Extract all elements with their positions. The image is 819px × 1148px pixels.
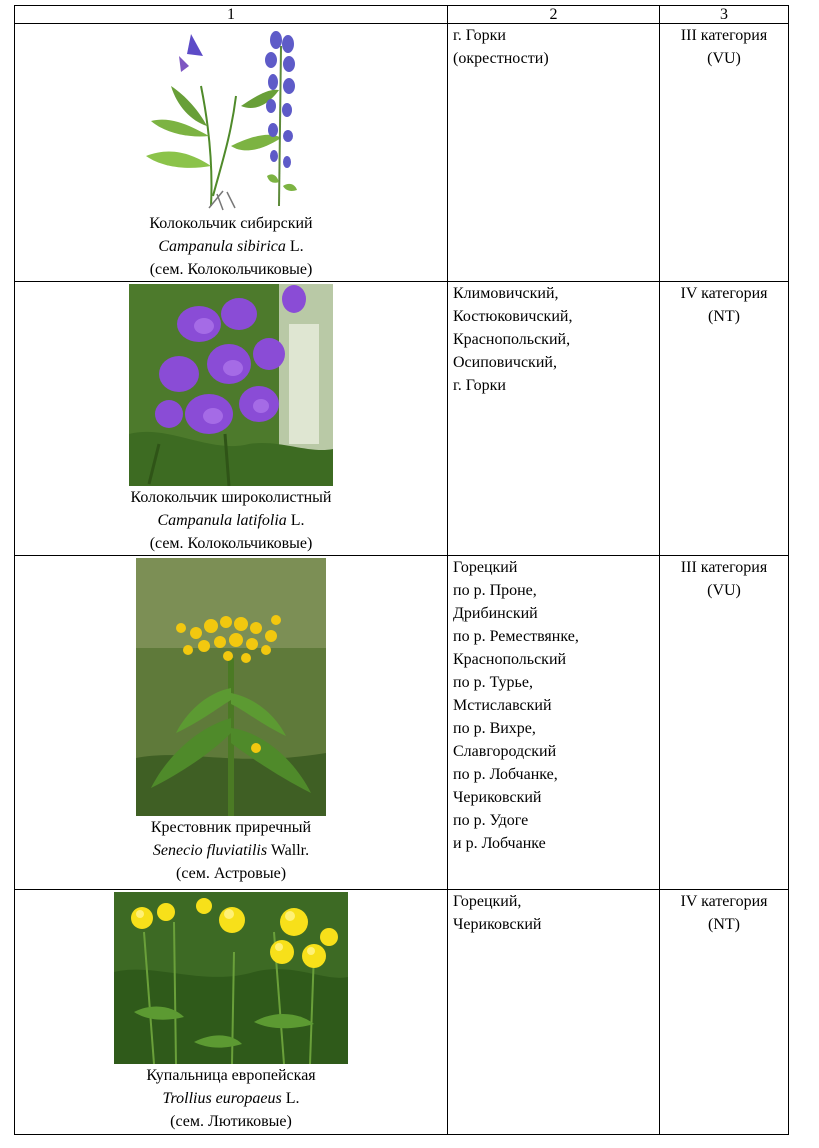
- location-cell: [448, 890, 660, 1135]
- latin-name: Campanula sibirica L.: [158, 238, 304, 255]
- species-cell: [15, 24, 448, 282]
- location-line: Осиповичский,: [453, 354, 557, 371]
- location-line: Горецкий,: [453, 893, 522, 910]
- table-row: [15, 24, 789, 282]
- yellow-ragwort-photo: [136, 558, 326, 816]
- header-col-1: 1: [15, 6, 448, 24]
- category-cell: [660, 890, 789, 1135]
- globeflower-photo: [114, 892, 348, 1064]
- species-cell: [15, 282, 448, 556]
- location-line: Чериковский: [453, 916, 542, 933]
- header-col-3: 3: [660, 6, 789, 24]
- common-name: Купальница европейская: [146, 1067, 316, 1084]
- location-line: по р. Удоге: [453, 812, 529, 829]
- plant-illustration-icon: [131, 26, 331, 212]
- table-row: [15, 282, 789, 556]
- location-line: Краснопольский: [453, 651, 567, 668]
- common-name: Колокольчик широколистный: [130, 489, 332, 506]
- family-name: (сем. Лютиковые): [170, 1113, 292, 1130]
- location-list: [453, 282, 659, 397]
- location-line: и р. Лобчанке: [453, 835, 546, 852]
- latin-name: Senecio fluviatilis Wallr.: [152, 842, 310, 859]
- family-name: (сем. Колокольчиковые): [149, 261, 313, 278]
- category-code: (NT): [708, 308, 740, 325]
- category-code: (NT): [708, 916, 740, 933]
- header-col-2: 2: [448, 6, 660, 24]
- category-label: IV категория: [680, 893, 768, 910]
- latin-name: Trollius europaeus L.: [162, 1090, 300, 1107]
- location-line: (окрестности): [453, 50, 549, 67]
- family-name: (сем. Колокольчиковые): [149, 535, 313, 552]
- location-line: г. Горки: [453, 27, 506, 44]
- location-line: Горецкий: [453, 559, 518, 576]
- location-line: Славгородский: [453, 743, 557, 760]
- location-line: Чериковский: [453, 789, 542, 806]
- location-line: Краснопольский,: [453, 331, 571, 348]
- species-cell: [15, 556, 448, 890]
- category-code: (VU): [707, 582, 741, 599]
- category-code: (VU): [707, 50, 741, 67]
- location-line: Дрибинский: [453, 605, 538, 622]
- location-cell: [448, 282, 660, 556]
- species-cell: [15, 890, 448, 1135]
- category-label: III категория: [680, 27, 768, 44]
- location-cell: [448, 24, 660, 282]
- family-name: (сем. Астровые): [175, 865, 287, 882]
- location-line: Костюковичский,: [453, 308, 573, 325]
- location-line: Климовичский,: [453, 285, 559, 302]
- category-label: IV категория: [680, 285, 768, 302]
- table-row: [15, 556, 789, 890]
- latin-name: Campanula latifolia L.: [157, 512, 305, 529]
- location-line: Мстиславский: [453, 697, 552, 714]
- common-name: Крестовник приречный: [150, 819, 312, 836]
- location-list: [453, 24, 659, 70]
- location-line: по р. Вихре,: [453, 720, 536, 737]
- header-row: [15, 6, 789, 24]
- location-cell: [448, 556, 660, 890]
- category-cell: [660, 282, 789, 556]
- location-line: по р. Турье,: [453, 674, 533, 691]
- category-cell: [660, 556, 789, 890]
- location-line: по р. Лобчанке,: [453, 766, 558, 783]
- location-line: г. Горки: [453, 377, 506, 394]
- common-name: Колокольчик сибирский: [149, 215, 313, 232]
- purple-bellflower-photo: [129, 284, 333, 486]
- table-row: [15, 890, 789, 1135]
- category-cell: [660, 24, 789, 282]
- location-list: [453, 556, 659, 855]
- species-table: [14, 5, 789, 1135]
- category-label: III категория: [680, 559, 768, 576]
- location-line: по р. Ремествянке,: [453, 628, 579, 645]
- location-list: [453, 890, 659, 936]
- location-line: по р. Проне,: [453, 582, 537, 599]
